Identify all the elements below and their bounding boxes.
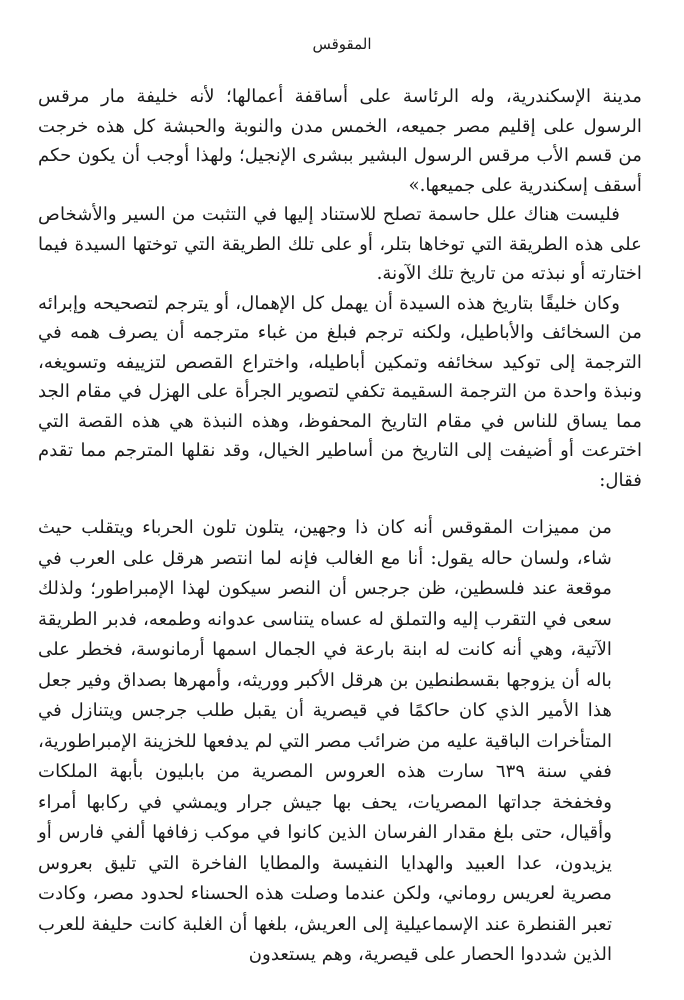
paragraph: وكان خليقًا بتاريخ هذه السيدة أن يهمل كل الإهمال، أو يترجم لتصحيحه وإبرائه من السخائف والأباطيل، ولكنه ترجم فبلغ من غباء مترجمه أن يصرف همه في الترجمة إلى توكيد سخائفه وتمكين أباطيله، واختراع القصص لتزييفه وتسويغه، ونبذة واحدة من الترجمة السقيمة تكفي لتصوير الجرأة على الهزل في مقام الجد مما يساق للناس في مقام التاريخ المحفوظ، وهذه النبذة هي هذه القصة التي اخترعت أو أضيفت إلى التاريخ من أساطير الخيال، وقد نقلها المترجم مما تقدم فقال:	[38, 292, 642, 491]
running-header: المقوقس	[312, 35, 372, 53]
paragraph: فليست هناك علل حاسمة تصلح للاستناد إليها في التثبت من السير والأشخاص على هذه الطريقة التي توخاها بتلر، أو على تلك الطريقة التي توختها السيدة فيما اختارته أو نبذته من تاريخ تلك الآونة.	[38, 204, 642, 284]
paragraph-continuation: مدينة الإسكندرية، وله الرئاسة على أساقفة أعمالها؛ لأنه خليفة مار مرقس الرسول على إقليم مصر جميعه، الخمس مدن والنوبة والحبشة كل هذه خرجت من قسم الأب مرقس الرسول البشير ببشرى الإنجيل؛ ولهذا أوجب أن يكون حكم أسقف إسكندرية على جميعها.»	[38, 86, 642, 196]
body-text	[38, 82, 642, 971]
block-quote: من مميزات المقوقس أنه كان ذا وجهين، يتلون تلون الحرباء ويتقلب حيث شاء، ولسان حاله يقول: أنا مع الغالب فإنه لما انتصر هرقل على العرب في موقعة عند فلسطين، ظن جرجس أن النصر سيكون لهذا الإمبراطور؛ ولذلك سعى في التقرب إليه والتملق له عساه يتناسى عدوانه وطمعه، فدبر الطريقة الآتية، وهي أنه كانت له ابنة بارعة في الجمال اسمها أرمانوسة، فخطر على باله أن يزوجها بقسطنطين بن هرقل الأكبر ووريثه، وأمهرها بصداق وفير جعل هذا الأمير الذي كان حاكمًا في قيصرية أن يقبل طلب جرجس ويتنازل في المتأخرات الباقية عليه من ضرائب مصر التي لم يدفعها للخزينة الإمبراطورية، ففي سنة ٦٣٩ سارت هذه العروس المصرية من بابليون بأبهة الملكات وفخفخة جداتها المصريات، يحف بها جيش جرار ويمشي في ركابها أمراء وأقيال، حتى بلغ مقدار الفرسان الذين كانوا في موكب زفافها ألفي فارس أو يزيدون، عدا العبيد والهدايا النفيسة والمطايا الفاخرة التي تليق بعروس مصرية لعريس روماني، ولكن عندما وصلت هذه الحسناء لحدود مصر، وكادت تعبر القنطرة عند الإسماعيلية إلى العريش، بلغها أن الغلبة كانت حليفة للعرب الذين شددوا الحصار على قيصرية، وهم يستعدون	[38, 517, 612, 965]
